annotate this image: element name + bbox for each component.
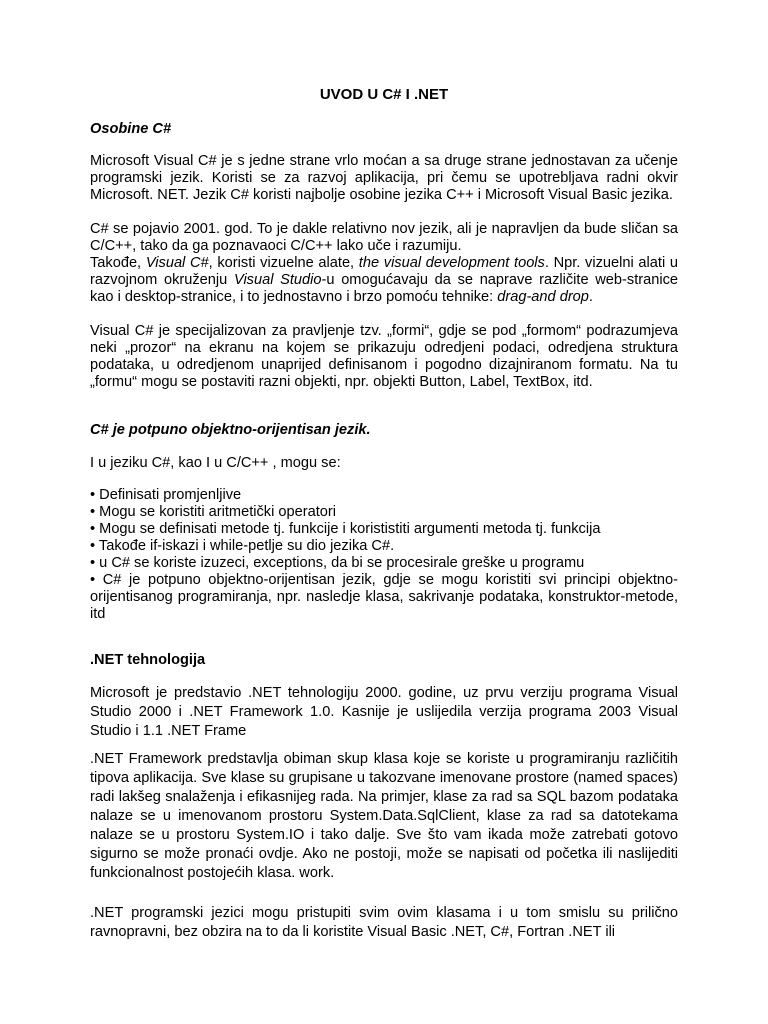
feature-bullet-list	[90, 487, 678, 623]
list-item: • u C# se koriste izuzeci, exceptions, da bi se procesirale greške u programu	[90, 555, 585, 571]
paragraph-forms: Visual C# je specijalizovan za pravljenje tzv. „formi“, gdje se pod „formom“ podrazumjeva neki „prozor“ na ekranu na kojem se prikazuju odredjeni podaci, odredjena struktura podataka, u odredjenom unaprijed definisanom i pogodno dizajniranom formatu. Na tu „formu“ mogu se postaviti razni objekti, npr. objekti Button, Label, TextBox, itd.	[90, 323, 678, 390]
paragraph-net-history: Microsoft je predstavio .NET tehnologiju 2000. godine, uz prvu verziju programa Visual Studio 2000 i .NET Framework 1.0. Kasnije je uslijedila verzija programa 2003 Visual Studio i 1.1 .NET Frame	[90, 685, 678, 739]
italic-visual-csharp: Visual C#	[145, 255, 209, 271]
list-item: • C# je potpuno objektno-orijentisan jezik, gdje se mogu koristiti svi principi objektno-orijentisanog programiranja, npr. nasledje klasa, sakrivanje podataka, konstruktor-metode, itd	[90, 572, 678, 622]
paragraph-visual-tools: Takođe, Visual C#, koristi vizuelne alate, the visual development tools. Npr. vizuelni alati u razvojnom okruženju Visual Studio-u omogućavaju da se naprave različite web-stranice kao i desktop-stranice, i to jednostavno i brzo pomoću tehnike: drag-and drop.	[90, 255, 678, 305]
paragraph-net-languages: .NET programski jezici mogu pristupiti svim ovim klasama i u tom smislu su prilično ravnopravni, bez obzira na to da li koristite Visual Basic .NET, C#, Fortran .NET ili	[90, 905, 678, 940]
section-heading-osobine: Osobine C#	[90, 121, 172, 137]
list-item: • Takođe if-iskazi i while-petlje su dio jezika C#.	[90, 538, 395, 554]
paragraph-net-framework: .NET Framework predstavlja obiman skup klasa koje se koriste u programiranju različitih tipova aplikacija. Sve klase su grupisane u takozvane imenovane prostore (named spaces) radi lakšeg snalaženja i efikasnijeg rada. Na primjer, klase za rad sa SQL bazom podataka nalaze se u imenovanom prostoru System.Data.SqlClient, klase za rad sa datotekama nalaze se u prostoru System.IO i tako dalje. Sve što vam ikada može zatrebati gotovo sigurno se može pronaći ovdje. Ako ne postoji, može se napisati od početka ili naslijediti funkcionalnost postojećih klasa. work.	[90, 751, 678, 881]
list-item: • Mogu se definisati metode tj. funkcije i korististiti argumenti metoda tj. funkcija	[90, 521, 601, 537]
section-heading-oop: C# je potpuno objektno-orijentisan jezik.	[90, 422, 371, 438]
paragraph-history: C# se pojavio 2001. god. To je dakle relativno nov jezik, ali je napravljen da bude sličan sa C/C++, tako da ga poznavaoci C/C++ lako uče i razumiju.	[90, 221, 678, 254]
italic-visual-dev-tools: the visual development tools	[358, 255, 545, 271]
list-item: • Definisati promjenljive	[90, 487, 242, 503]
italic-drag-and-drop: drag-and drop	[497, 289, 589, 305]
paragraph-intro: Microsoft Visual C# je s jedne strane vrlo moćan a sa druge strane jednostavan za učenje programski jezik. Koristi se za razvoj aplikacija, pri čemu se upotrebljava radni okvir Microsoft. NET. Jezik C# koristi najbolje osobine jezika C++ i Microsoft Visual Basic jezika.	[90, 153, 678, 203]
italic-visual-studio: Visual Studio	[233, 272, 322, 288]
list-item: • Mogu se koristiti aritmetički operatori	[90, 504, 336, 520]
section-heading-net: .NET tehnologija	[90, 652, 206, 668]
document-title: UVOD U C# I .NET	[319, 86, 449, 103]
list-intro: I u jeziku C#, kao I u C/C++ , mogu se:	[90, 455, 341, 471]
